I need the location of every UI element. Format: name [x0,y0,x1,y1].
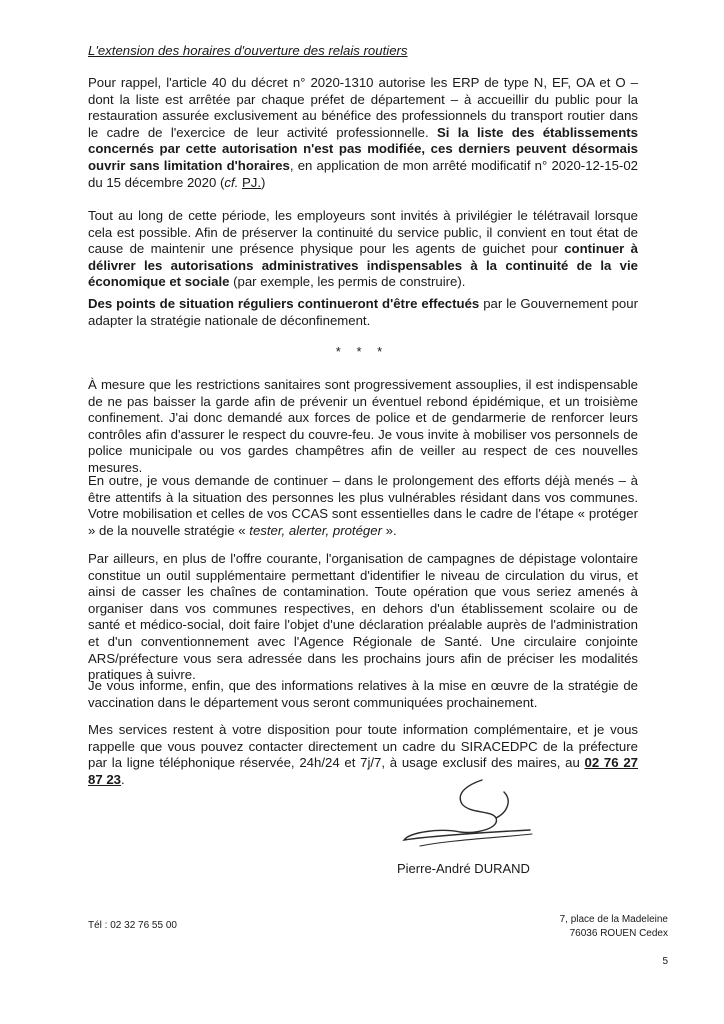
footer-address [560,913,668,941]
paragraph-contact: Mes services restent à votre disposition pour toute information complémentaire, et je vous rappelle que vous pouvez contacter directement un cadre du SIRACEDPC de la préfecture par la ligne téléphonique réservée, 24h/24 et 7j/7, à usage exclusif des maires, au 02 76 27 87 23. [88,722,638,787]
paragraph-relais-routiers: Pour rappel, l'article 40 du décret n° 2020-1310 autorise les ERP de type N, EF, OA et O – dont la liste est arrêtée par chaque préfet de département – à accueillir du public pour la restauration assurée exclusivement au bénéfice des professionnels du transport routier dans le cadre de l'exercice de leur activité professionnelle. Si la liste des établissements concernés par cette autorisation n'est pas modifiée, ces derniers peuvent désormais ouvrir sans limitation d'horaires, en application de mon arrêté modificatif n° 2020-12-15-02 du 15 décembre 2020 (cf. PJ.) [88,75,639,190]
paragraph-restrictions: À mesure que les restrictions sanitaires sont progressivement assouplies, il est indispensable de ne pas baisser la garde afin de prévenir un éventuel rebond épidémique, et un troisième confinement. J'ai donc demandé aux forces de police et de gendarmerie de renforcer leurs contrôles afin d'assurer le respect du couvre-feu. Je vous invite à mobiliser vos personnels de police municipale ou vos gardes champêtres afin de veiller au respect de ces nouvelles mesures. [88,377,638,475]
address-line-1: 7, place de la Madeleine [559,914,668,925]
paragraph-vulnerables: En outre, je vous demande de continuer – dans le prolongement des efforts déjà menés – à être attentifs à la situation des personnes les plus vulnérables résidant dans vos communes. Votre mobilisation et celles de vos CCAS sont essentielles dans le cadre de l'étape « protéger » de la nouvelle stratégie « tester, alerter, protéger ». [88,473,638,538]
signer-name: Pierre-André DURAND [397,861,530,876]
address-line-2: 76036 ROUEN Cedex [569,928,668,939]
bold-emphasis: Des points de situation réguliers continueront d'être effectués [88,296,480,311]
bold-emphasis: Si la liste des établissements concernés par cette autorisation n'est pas modifiée, ces derniers peuvent désormais ouvrir sans limitation d'horaires [88,124,639,173]
page-number: 5 [662,956,668,967]
handwritten-signature [400,770,540,860]
footer-phone: Tél : 02 32 76 55 00 [88,920,177,931]
section-heading: L'extension des horaires d'ouverture des relais routiers [88,43,408,58]
attachment-link[interactable]: PJ. [241,174,262,190]
paragraph-depistage: Par ailleurs, en plus de l'offre courante, l'organisation de campagnes de dépistage volontaire constitue un outil supplémentaire permettant d'identifier le niveau de circulation du virus, et ainsi de casser les chaînes de contamination. Toute opération que vous seriez amenés à organiser dans vos communes respectives, en dehors d'un établissement scolaire ou de santé et médico-social, doit faire l'objet d'une déclaration préalable auprès de l'administration et d'un conventionnement avec l'Agence Régionale de Santé. Une circulaire conjointe ARS/préfecture vous sera adressée dans les prochains jours afin de préciser les modalités pratiques à suivre. [88,551,638,683]
bold-emphasis: continuer à délivrer les autorisations administratives indispensables à la continuité de la vie économique et sociale [88,241,639,290]
paragraph-teletravail: Tout au long de cette période, les employeurs sont invités à privilégier le télétravail lorsque cela est possible. Afin de préserver la continuité du service public, il convient en tout état de cause de maintenir une présence physique pour les agents de guichet pour continuer à délivrer les autorisations administratives indispensables à la continuité de la vie économique et sociale (par exemple, les permis de construire). [88,208,639,290]
phone-number[interactable]: 02 76 27 87 23 [88,755,638,787]
paragraph-vaccination: Je vous informe, enfin, que des informations relatives à la mise en œuvre de la stratégie de vaccination dans le département vous seront communiquées prochainement. [88,678,638,710]
paragraph-points-situation: Des points de situation réguliers continueront d'être effectués par le Gouvernement pour adapter la stratégie nationale de déconfinement. [88,296,638,328]
section-separator: * * * [335,344,389,359]
